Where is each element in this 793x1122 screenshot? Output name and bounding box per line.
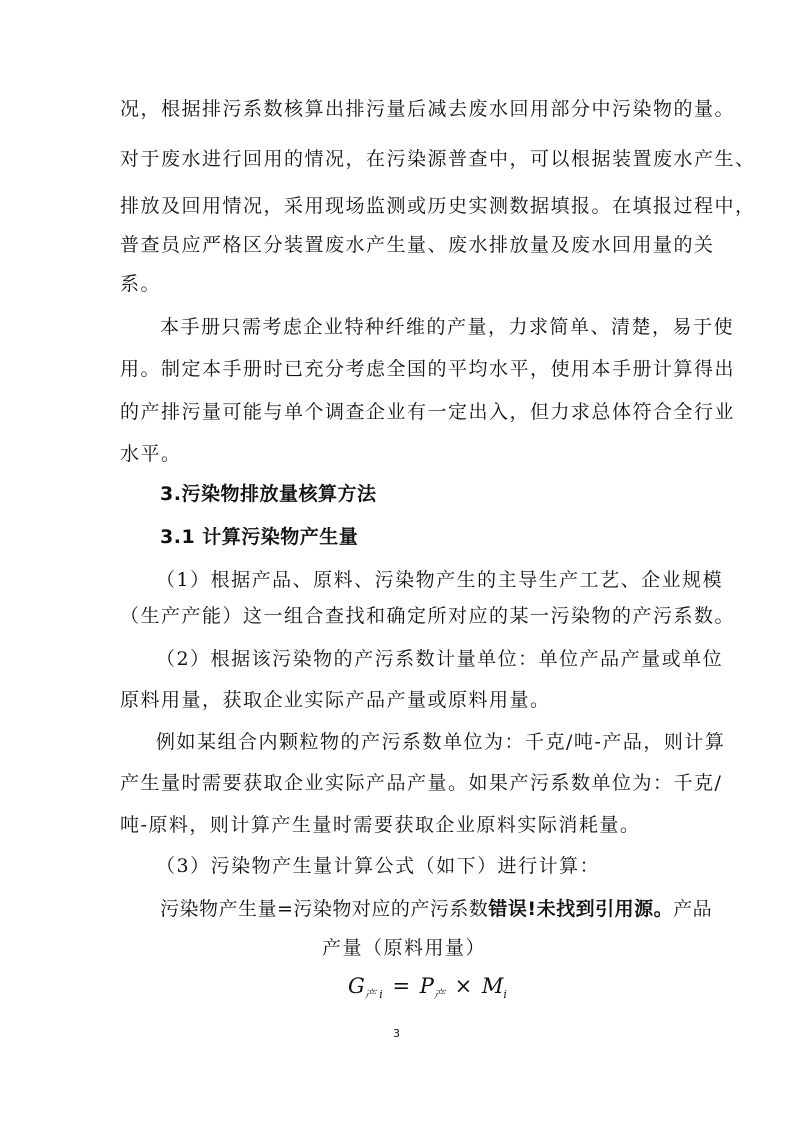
- paragraph-line: [160, 897, 712, 921]
- formula-times: ×: [454, 974, 473, 998]
- paragraph-line: （生产产能）这一组合查找和确定所对应的某一污染物的产污系数。: [120, 605, 736, 627]
- paragraph-line: （2）根据该污染物的产污系数计量单位：单位产品产量或单位: [156, 648, 724, 670]
- formula-var-p: P: [419, 974, 434, 998]
- formula-equals: =: [392, 974, 411, 998]
- formula-sub-g: 产 i: [364, 988, 383, 1001]
- paragraph-line: 用。制定本手册时已充分考虑全国的平均水平，使用本手册计算得出: [120, 358, 736, 380]
- paragraph-line: 的产排污量可能与单个调查企业有一定出入，但力求总体符合全行业: [120, 401, 736, 423]
- paragraph-line: 吨-原料，则计算产生量时需要获取企业原料实际消耗量。: [120, 814, 641, 836]
- reference-error: 错误!未找到引用源。: [488, 898, 674, 920]
- section-heading: 3.污染物排放量核算方法: [160, 483, 377, 505]
- paragraph-line: 排放及回用情况，采用现场监测或历史实测数据填报。在填报过程中，: [120, 195, 756, 217]
- formula-sub-p: 产: [433, 988, 445, 1001]
- paragraph-line: 原料用量，获取企业实际产品产量或原料用量。: [120, 689, 551, 711]
- paragraph-line: 普查员应严格区分装置废水产生量、废水排放量及废水回用量的关: [120, 234, 715, 256]
- paragraph-line: （3）污染物产生量计算公式（如下）进行计算：: [156, 855, 601, 877]
- paragraph-line: （1）根据产品、原料、污染物产生的主导生产工艺、企业规模: [156, 569, 724, 591]
- paragraph-line: 对于废水进行回用的情况，在污染源普查中，可以根据装置废水产生、: [120, 148, 756, 170]
- formula-var-g: G: [348, 974, 365, 998]
- paragraph-line: 例如某组合内颗粒物的产污系数单位为：千克/吨-产品，则计算: [156, 731, 726, 753]
- subsection-heading: 3.1 计算污染物产生量: [160, 526, 359, 548]
- formula-sub-m: i: [503, 988, 507, 1001]
- paragraph-line: 产量（原料用量）: [322, 937, 487, 959]
- page-number: 3: [393, 1027, 400, 1040]
- formula: [348, 974, 507, 1001]
- formula-var-m: M: [481, 974, 504, 998]
- paragraph-line: 况，根据排污系数核算出排污量后减去废水回用部分中污染物的量。: [120, 98, 736, 120]
- paragraph-line: 系。: [120, 273, 162, 295]
- paragraph-line: 水平。: [120, 443, 182, 465]
- paragraph-line: 本手册只需考虑企业特种纤维的产量，力求简单、清楚，易于使: [160, 316, 735, 338]
- formula-description: 污染物产生量=污染物对应的产污系数: [160, 898, 489, 920]
- formula-description-suffix: 产品: [673, 898, 713, 920]
- paragraph-line: 产生量时需要获取企业实际产品产量。如果产污系数单位为：千克/: [120, 772, 723, 794]
